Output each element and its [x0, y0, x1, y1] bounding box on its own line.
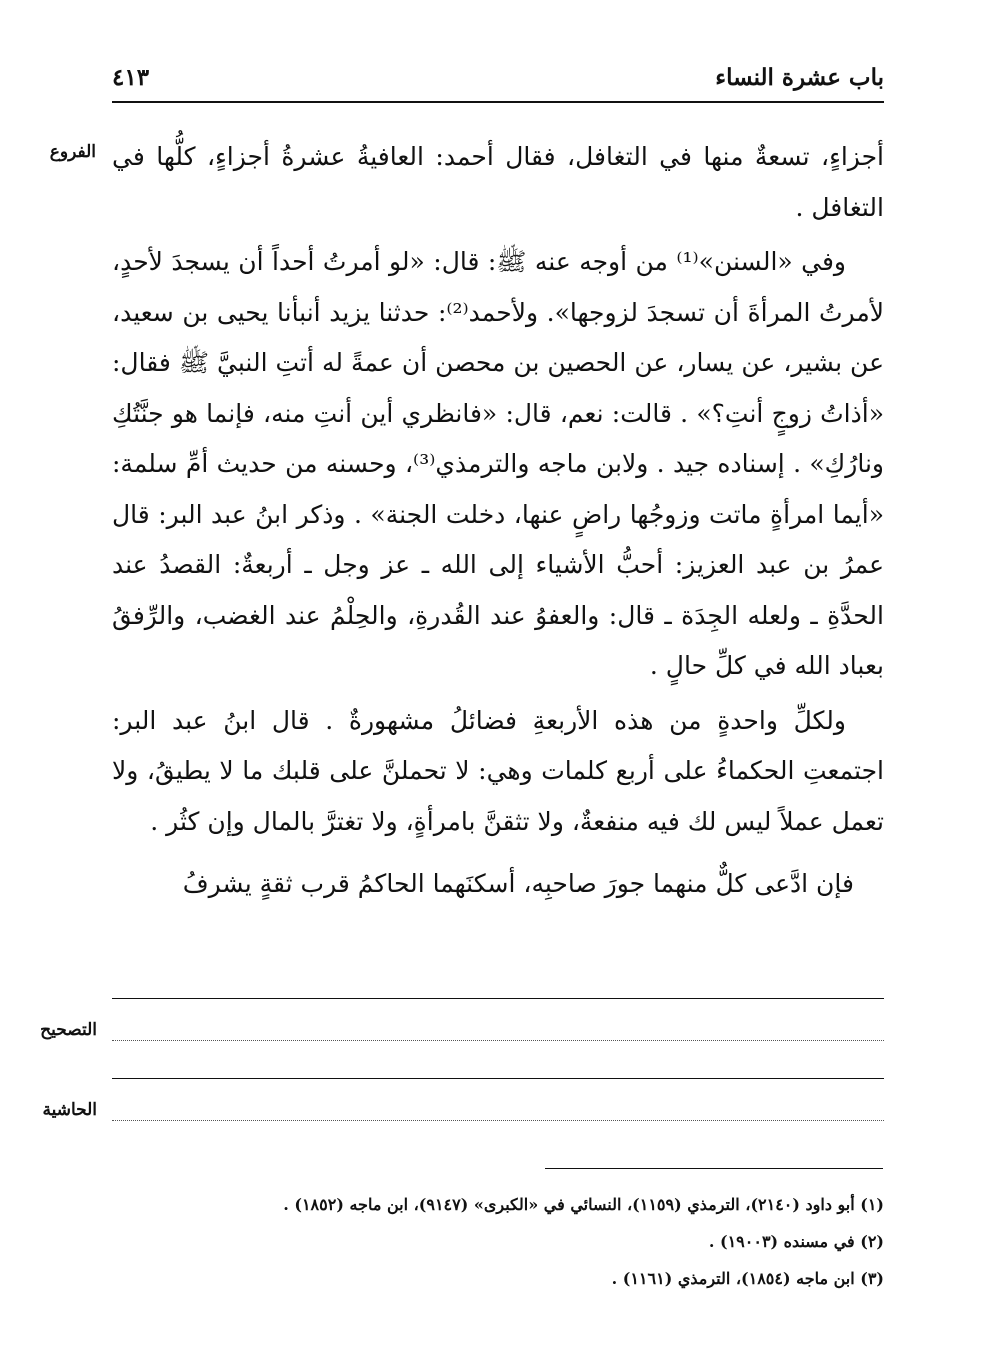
paragraph-3: ولكلِّ واحدةٍ من هذه الأربعةِ فضائلُ مشهورةٌ . قال ابنُ عبد البر: اجتمعتِ الحكماءُ على أربع كلمات وهي: لا تحملنَّ على قلبك ما لا يطيقُ، ولا تعمل عملاً ليس لك فيه منفعةٌ، ولا تثقنَّ بامرأةٍ، ولا تغترَّ بالمال وإن كثُر . [112, 705, 884, 836]
tashih-dotted-line [112, 1040, 884, 1041]
header-rule [112, 101, 884, 103]
chapter-title: باب عشرة النساء [715, 64, 884, 91]
section-rule-2 [112, 1078, 884, 1079]
footnotes [112, 1186, 884, 1297]
footnote-3: (٣) ابن ماجه (١٨٥٤)، الترمذي (١١٦١) . [611, 1269, 884, 1288]
matn-line: فإن ادَّعى كلٌّ منهما جورَ صاحبِه، أسكنَهما الحاكمُ قرب ثقةٍ يشرفُ [182, 869, 854, 898]
margin-label-hashia: الحاشية [42, 1100, 97, 1120]
footnote-rule [545, 1168, 883, 1169]
running-header [112, 62, 884, 102]
hashia-dotted-line [112, 1120, 884, 1121]
footnote-1: (١) أبو داود (٢١٤٠)، الترمذي (١١٥٩)، النسائي في «الكبرى» (٩١٤٧)، ابن ماجه (١٨٥٢) . [283, 1195, 884, 1214]
section-rule-1 [112, 998, 884, 999]
footnote-2: (٢) في مسنده (١٩٠٠٣) . [708, 1232, 884, 1251]
paragraph-1: أجزاءٍ، تسعةٌ منها في التغافل، فقال أحمد: العافيةُ عشرةُ أجزاءٍ، كلُّها في التغافل . [112, 142, 884, 222]
paragraph-2: وفي «السنن»⁽¹⁾ من أوجه عنه ﷺ: قال: «لو أمرتُ أحداً أن يسجدَ لأحدٍ، لأمرتُ المرأةَ أن تسجدَ لزوجها». ولأحمد⁽²⁾: حدثنا يزيد أنبأنا يحيى بن سعيد، عن بشير، عن يسار، عن الحصين بن محصن أن عمةً له أتتِ النبيَّ ﷺ فقال: «أذاتُ زوجٍ أنتِ؟» . قالت: نعم، قال: «فانظري أين أنتِ منه، فإنما هو جنَّتُكِ ونارُكِ» . إسناده جيد . ولابن ماجه والترمذي⁽³⁾، وحسنه من حديث أمِّ سلمة: «أيما امرأةٍ ماتت وزوجُها راضٍ عنها، دخلت الجنة» . وذكر ابنُ عبد البر: قال عمرُ بن عبد العزيز: أحبُّ الأشياء إلى الله ـ عز وجل ـ أربعةٌ: القصدُ عند الحدَّةِ ـ ولعله الجِدَة ـ قال: والعفوُ عند القُدرةِ، والحِلْمُ عند الغضب، والرِّفقُ بعباد الله في كلِّ حالٍ . [112, 247, 884, 680]
main-text [112, 132, 884, 910]
margin-label-tashih: التصحيح [40, 1020, 97, 1040]
margin-label-furu: الفروع [49, 142, 96, 162]
page-number: ٤١٣ [112, 64, 150, 91]
